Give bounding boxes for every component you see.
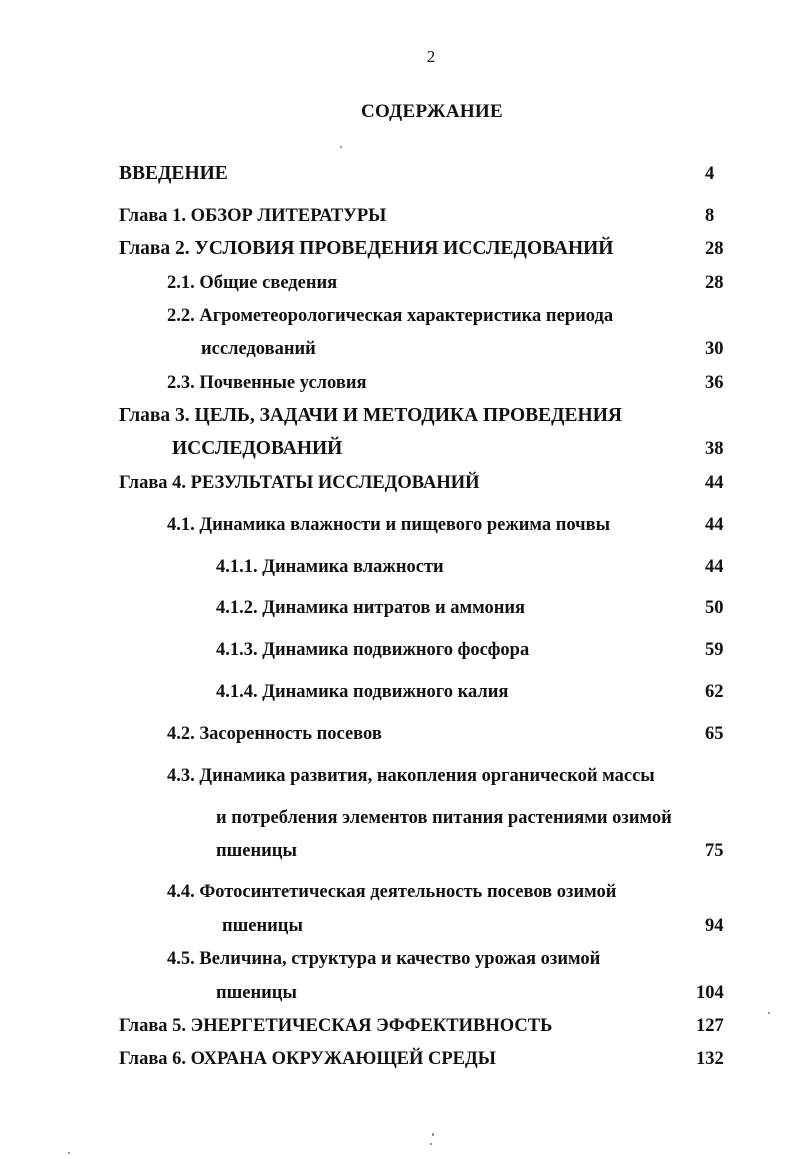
toc-page-4-1-1: 44	[705, 557, 724, 577]
toc-entry-4-4-cont[interactable]: пшеницы	[222, 916, 303, 936]
toc-page-4-4: 94	[705, 916, 724, 936]
toc-page-chapter-4: 44	[705, 473, 724, 493]
toc-entry-introduction[interactable]: ВВЕДЕНИЕ	[119, 163, 228, 184]
toc-entry-4-2[interactable]: 4.2. Засоренность посевов	[167, 724, 382, 744]
toc-entry-4-3-cont-1[interactable]: и потребления элементов питания растениями озимой	[216, 808, 672, 828]
toc-page-4-5: 104	[696, 983, 724, 1003]
scan-speck	[432, 1133, 434, 1136]
toc-page-4-1-2: 50	[705, 598, 724, 618]
toc-entry-chapter-2[interactable]: Глава 2. УСЛОВИЯ ПРОВЕДЕНИЯ ИССЛЕДОВАНИЙ	[119, 238, 614, 259]
toc-page-4-3: 75	[705, 841, 724, 861]
toc-entry-4-1-4[interactable]: 4.1.4. Динамика подвижного калия	[216, 682, 509, 702]
toc-entry-4-5[interactable]: 4.5. Величина, структура и качество урожая озимой	[167, 949, 601, 969]
toc-page-chapter-6: 132	[696, 1049, 724, 1069]
page-number: 2	[426, 47, 436, 66]
toc-page-2-2: 30	[705, 339, 724, 359]
toc-entry-4-3[interactable]: 4.3. Динамика развития, накопления органической массы	[167, 766, 655, 786]
toc-entry-chapter-1[interactable]: Глава 1. ОБЗОР ЛИТЕРАТУРЫ	[119, 206, 387, 226]
toc-page-2-1: 28	[705, 273, 724, 293]
toc-page-introduction: 4	[705, 164, 715, 184]
toc-entry-chapter-6[interactable]: Глава 6. ОХРАНА ОКРУЖАЮЩЕЙ СРЕДЫ	[119, 1049, 496, 1069]
toc-entry-4-1-2[interactable]: 4.1.2. Динамика нитратов и аммония	[216, 598, 526, 618]
contents-heading: СОДЕРЖАНИЕ	[361, 101, 503, 122]
toc-entry-chapter-5[interactable]: Глава 5. ЭНЕРГЕТИЧЕСКАЯ ЭФФЕКТИВНОСТЬ	[119, 1016, 553, 1036]
toc-entry-2-1[interactable]: 2.1. Общие сведения	[167, 273, 338, 293]
scan-speck	[768, 1012, 770, 1014]
toc-page-chapter-3: 38	[705, 439, 724, 459]
scan-speck	[68, 1152, 70, 1154]
toc-entry-4-3-cont-2[interactable]: пшеницы	[216, 841, 297, 861]
toc-entry-chapter-4[interactable]: Глава 4. РЕЗУЛЬТАТЫ ИССЛЕДОВАНИЙ	[119, 473, 480, 493]
toc-page-4-1: 44	[705, 515, 724, 535]
toc-entry-4-1-3[interactable]: 4.1.3. Динамика подвижного фосфора	[216, 640, 530, 660]
toc-entry-4-1-1[interactable]: 4.1.1. Динамика влажности	[216, 557, 444, 577]
toc-page-4-1-3: 59	[705, 640, 724, 660]
toc-entry-2-2[interactable]: 2.2. Агрометеорологическая характеристика периода	[167, 306, 614, 326]
toc-entry-4-5-cont[interactable]: пшеницы	[216, 983, 297, 1003]
toc-page-4-2: 65	[705, 724, 724, 744]
toc-page-2-3: 36	[705, 373, 724, 393]
scan-speck	[430, 1143, 432, 1145]
toc-entry-chapter-3[interactable]: Глава 3. ЦЕЛЬ, ЗАДАЧИ И МЕТОДИКА ПРОВЕДЕНИЯ	[119, 405, 622, 426]
toc-entry-chapter-3-cont[interactable]: ИССЛЕДОВАНИЙ	[172, 438, 343, 459]
toc-entry-2-3[interactable]: 2.3. Почвенные условия	[167, 373, 367, 393]
scan-speck	[340, 146, 342, 148]
toc-page-4-1-4: 62	[705, 682, 724, 702]
toc-entry-2-2-cont[interactable]: исследований	[201, 339, 316, 359]
toc-page-chapter-2: 28	[705, 239, 724, 259]
toc-page-chapter-5: 127	[696, 1016, 724, 1036]
toc-page-chapter-1: 8	[705, 206, 715, 226]
toc-entry-4-1[interactable]: 4.1. Динамика влажности и пищевого режима почвы	[167, 515, 611, 535]
toc-entry-4-4[interactable]: 4.4. Фотосинтетическая деятельность посевов озимой	[167, 882, 617, 902]
